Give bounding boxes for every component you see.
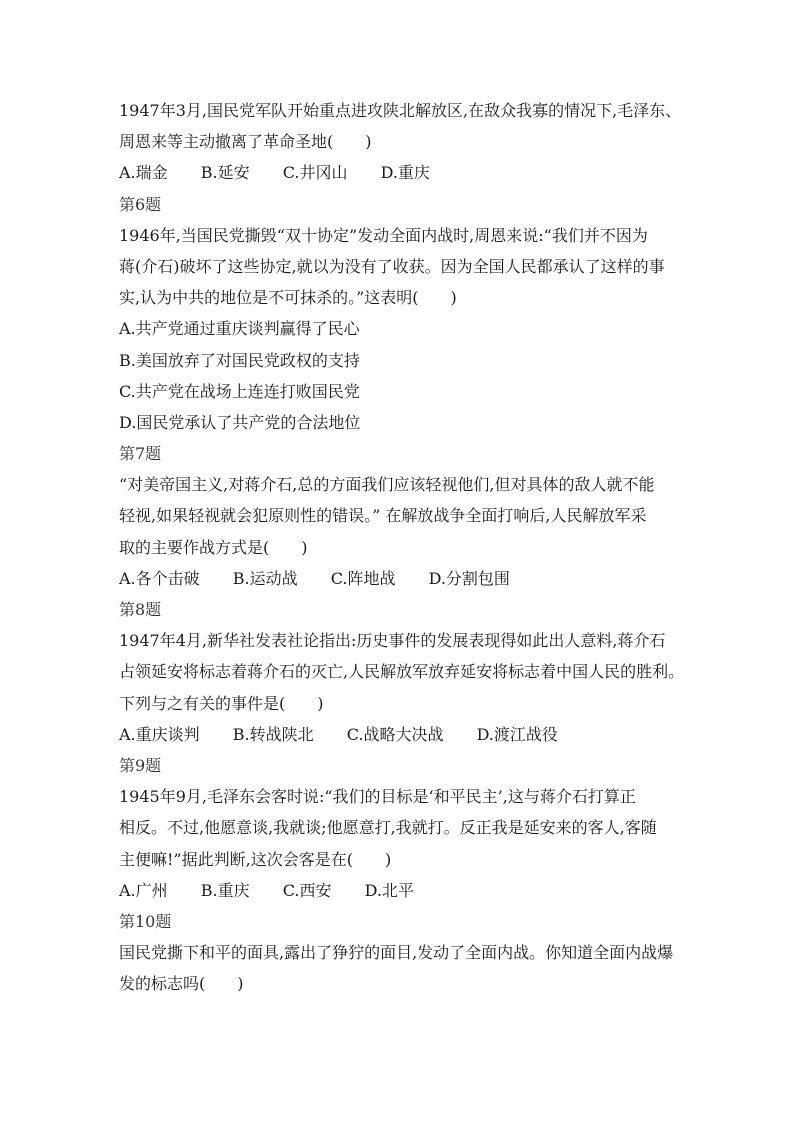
option-d: D.北平 <box>364 880 414 900</box>
question-5 <box>119 95 689 189</box>
option-b: B.转战陕北 <box>232 724 314 744</box>
option-a: A.重庆谈判 <box>119 724 200 744</box>
question-6 <box>119 189 689 439</box>
question-9 <box>119 750 689 906</box>
question-stem-line: 1947年4月,新华社发表社论指出:历史事件的发展表现得如此出人意料,蒋介石 <box>119 631 666 651</box>
options-row <box>119 157 689 188</box>
question-stem-line: 占领延安将标志着蒋介石的灭亡,人民解放军放弃延安将标志着中国人民的胜利。 <box>119 662 685 682</box>
option-c: C.井冈山 <box>282 163 348 183</box>
question-stem-line: 发的标志吗( ) <box>119 974 244 994</box>
question-stem-line: 取的主要作战方式是( ) <box>119 537 308 557</box>
question-7 <box>119 438 689 594</box>
option-a: A.广州 <box>119 880 168 900</box>
worksheet <box>119 95 689 999</box>
question-stem-line: 主便嘛!”据此判断,这次会客是在( ) <box>119 849 392 869</box>
option-c: C.共产党在战场上连连打败国民党 <box>119 381 360 401</box>
question-stem-line: 下列与之有关的事件是( ) <box>119 693 324 713</box>
option-b: B.美国放弃了对国民党政权的支持 <box>119 350 360 370</box>
option-c: C.战略大决战 <box>346 724 444 744</box>
option-a: A.瑞金 <box>119 163 168 183</box>
option-d: D.分割包围 <box>428 568 510 588</box>
question-number: 第6题 <box>119 194 162 214</box>
option-d: D.国民党承认了共产党的合法地位 <box>119 412 361 432</box>
question-stem-line: 国民党撕下和平的面具,露出了狰狞的面目,发动了全面内战。你知道全面内战爆 <box>119 943 674 963</box>
question-stem-line: “对美帝国主义,对蒋介石,总的方面我们应该轻视他们,但对具体的敌人就不能 <box>119 475 655 495</box>
question-number: 第7题 <box>119 444 162 464</box>
option-a: A.共产党通过重庆谈判赢得了民心 <box>119 319 360 339</box>
options-row <box>119 875 689 906</box>
question-8 <box>119 594 689 750</box>
option-b: B.重庆 <box>200 880 250 900</box>
option-b: B.运动战 <box>232 568 298 588</box>
question-stem-line: 蒋(介石)破坏了这些协定,就以为没有了收获。因为全国人民都承认了这样的事 <box>119 256 665 276</box>
option-a: A.各个击破 <box>119 568 200 588</box>
question-stem-line: 1947年3月,国民党军队开始重点进攻陕北解放区,在敌众我寡的情况下,毛泽东、 <box>119 101 682 120</box>
question-number: 第10题 <box>119 911 172 931</box>
question-10 <box>119 906 689 1000</box>
question-stem-line: 1945年9月,毛泽东会客时说:“我们的目标是‘和平民主’,这与蒋介石打算正 <box>119 787 636 807</box>
question-stem-line: 轻视,如果轻视就会犯原则性的错误。” 在解放战争全面打响后,人民解放军采 <box>119 506 647 526</box>
options-row <box>119 563 689 594</box>
question-stem-line: 实,认为中共的地位是不可抹杀的。”这表明( ) <box>119 288 457 308</box>
question-stem-line: 相反。不过,他愿意谈,我就谈;他愿意打,我就打。反正我是延安来的客人,客随 <box>119 818 657 838</box>
option-d: D.渡江战役 <box>476 724 558 744</box>
option-c: C.西安 <box>282 880 332 900</box>
option-c: C.阵地战 <box>330 568 396 588</box>
option-d: D.重庆 <box>380 163 430 183</box>
question-number: 第9题 <box>119 755 162 775</box>
options-row <box>119 719 689 750</box>
question-number: 第8题 <box>119 600 162 619</box>
question-stem-line: 1946年,当国民党撕毁“双十协定”发动全面内战时,周恩来说:“我们并不因为 <box>119 225 648 245</box>
question-stem-line: 周恩来等主动撤离了革命圣地( ) <box>119 132 372 152</box>
option-b: B.延安 <box>200 163 250 183</box>
